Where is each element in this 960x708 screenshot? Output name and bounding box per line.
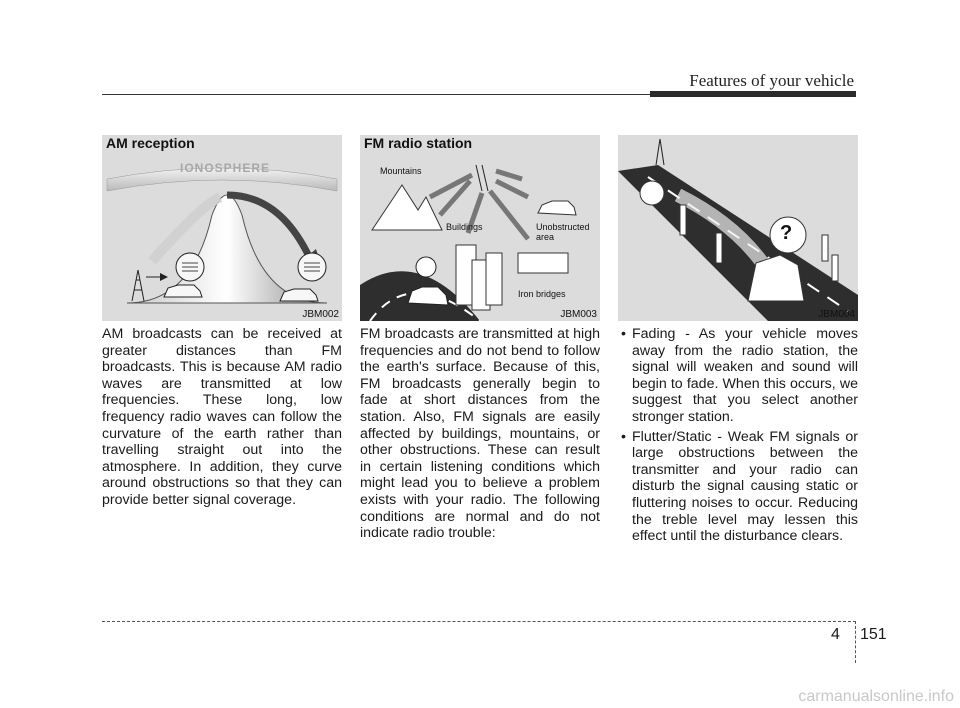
iron-bridges-label: Iron bridges — [518, 289, 566, 299]
fm-paragraph: FM broadcasts are transmitted at high frequencies and do not bend to follow the earth's surface. Because of this, FM broadcasts generally begin to fade at short distances from the station. Also, FM signals are easily affected by buildings, mountains, or other obstructions. These can result in certain listening conditions which might lead you to believe a problem exists with your radio. The following conditions are normal and do not indicate radio trouble: — [360, 326, 600, 542]
area-label: area — [536, 232, 555, 242]
footer-rule — [102, 621, 856, 622]
page-number: 151 — [860, 626, 887, 643]
am-paragraph: AM broadcasts can be received at greater distances than FM broadcasts. This is because AM radio waves are transmitted at low frequencies. These long, low frequency radio waves can follow the curvature of the earth rather than travelling straight out into the atmosphere. In addition, they curve around obstructions so that they can provide better signal coverage. — [102, 326, 342, 508]
fading-bullet: • Fading - As your vehicle moves away from the radio station, the signal will weaken and sound will begin to fade. When this occurs, we suggest that you select another stronger station. — [618, 326, 858, 426]
fm-figure-title: FM radio station — [364, 135, 473, 151]
am-figure-code: JBM002 — [302, 309, 339, 320]
footer-divider — [855, 621, 856, 663]
buildings-label: Buildings — [446, 222, 483, 232]
conditions-list — [618, 326, 858, 548]
fm-figure-code: JBM003 — [560, 309, 597, 320]
watermark: carmanualsonline.info — [798, 688, 954, 705]
chapter-number: 4 — [831, 626, 840, 643]
mountains-label: Mountains — [380, 166, 422, 176]
ionosphere-label: IONOSPHERE — [180, 161, 271, 175]
unobstructed-label: Unobstructed — [536, 222, 590, 232]
fm-radio-figure — [360, 135, 600, 321]
question-mark: ? — [780, 222, 793, 244]
flutter-static-bullet: • Flutter/Static - Weak FM signals or large obstructions between the transmitter and your radio can disturb the signal causing static or fluttering noises to occur. Reducing the treble level may lessen this effect until the disturbance clears. — [618, 429, 858, 545]
section-title: Features of your vehicle — [689, 71, 854, 90]
header-bar — [650, 91, 856, 97]
fading-illustration — [618, 135, 858, 321]
header-rule — [102, 94, 650, 95]
fading-figure-code: JBM004 — [818, 309, 855, 320]
am-figure-title: AM reception — [106, 135, 195, 151]
am-reception-figure — [102, 135, 342, 321]
fading-figure — [618, 135, 858, 321]
